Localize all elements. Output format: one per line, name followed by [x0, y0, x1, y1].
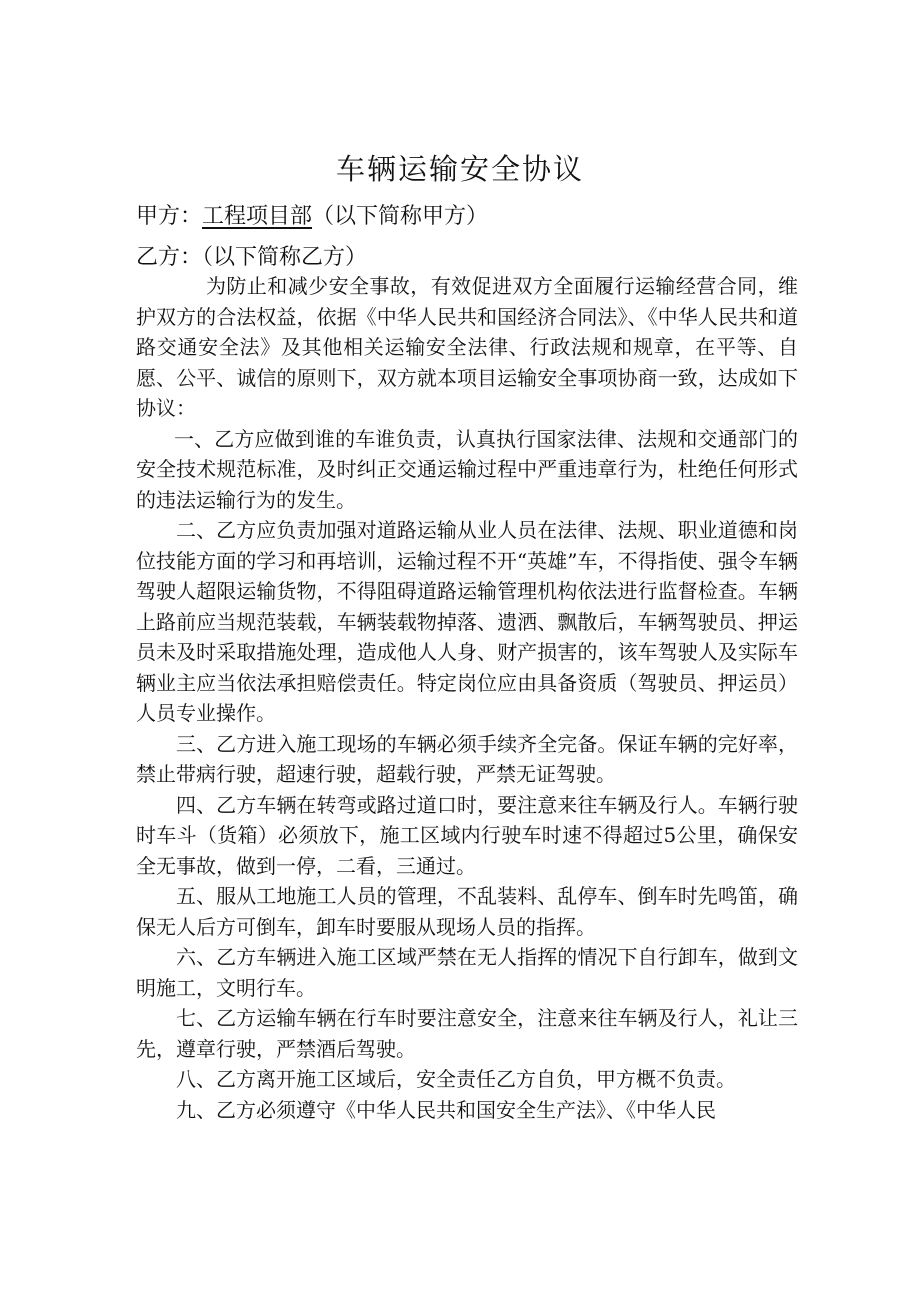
clause-7: 七、乙方运输车辆在行车时要注意安全，注意来往车辆及行人，礼让三先，遵章行驶，严禁酒后驾驶。 [136, 1006, 798, 1061]
clause-2: 二、乙方应负责加强对道路运输从业人员在法律、法规、职业道德和岗位技能方面的学习和再培训，运输过程不开“英雄”车，不得指使、强令车辆驾驶人超限运输货物，不得阻碍道路运输管理机构依法进行监督检查。车辆上路前应当规范装载，车辆装载物掉落、遗洒、飘散后，车辆驾驶员、押运员未及时采取措施处理，造成他人人身、财产损害的，该车驾驶人及实际车辆业主应当依法承担赔偿责任。特定岗位应由具备资质（驾驶员、押运员）人员专业操作。 [136, 518, 798, 725]
party-b-label: 乙方： [136, 245, 203, 270]
party-a-suffix: （以下简称甲方） [312, 204, 489, 229]
clause-8: 八、乙方离开施工区域后，安全责任乙方自负，甲方概不负责。 [176, 1067, 736, 1091]
document-title: 车辆运输安全协议 [335, 152, 584, 187]
party-a-name: 工程项目部 [202, 204, 313, 229]
clause-5: 五、服从工地施工人员的管理，不乱装料、乱停车、倒车时先鸣笛，确保无人后方可倒车，卸车时要服从现场人员的指挥。 [136, 884, 798, 939]
clause-4: 四、乙方车辆在转弯或路过道口时，要注意来往车辆及行人。车辆行驶时车斗（货箱）必须放下，施工区域内行驶车时速不得超过5公里，确保安全无事故，做到一停，二看，三通过。 [136, 792, 798, 878]
party-a-label: 甲方： [136, 204, 203, 229]
clause-1: 一、乙方应做到谁的车谁负责，认真执行国家法律、法规和交通部门的安全技术规范标准，及时纠正交通运输过程中严重违章行为，杜绝任何形式的违法运输行为的发生。 [136, 426, 798, 512]
preamble-paragraph: 为防止和减少安全事故，有效促进双方全面履行运输经营合同，维护双方的合法权益，依据《中华人民共和国经济合同法》、《中华人民共和道路交通安全法》及其他相关运输安全法律、行政法规和规章，在平等、自愿、公平、诚信的原则下，双方就本项目运输安全事项协商一致，达成如下协议： [136, 274, 798, 420]
clause-6: 六、乙方车辆进入施工区域严禁在无人指挥的情况下自行卸车，做到文明施工，文明行车。 [136, 945, 798, 1000]
party-a-line [136, 199, 488, 230]
clause-9: 九、乙方必须遵守《中华人民共和国安全生产法》、《中华人民 [176, 1097, 716, 1122]
party-b-line [136, 240, 367, 271]
agreement-body [136, 271, 798, 1125]
clause-3: 三、乙方进入施工现场的车辆必须手续齐全完备。保证车辆的完好率，禁止带病行驶，超速行驶，超载行驶，严禁无证驾驶。 [136, 731, 798, 786]
party-b-suffix: （以下简称乙方） [202, 245, 368, 270]
